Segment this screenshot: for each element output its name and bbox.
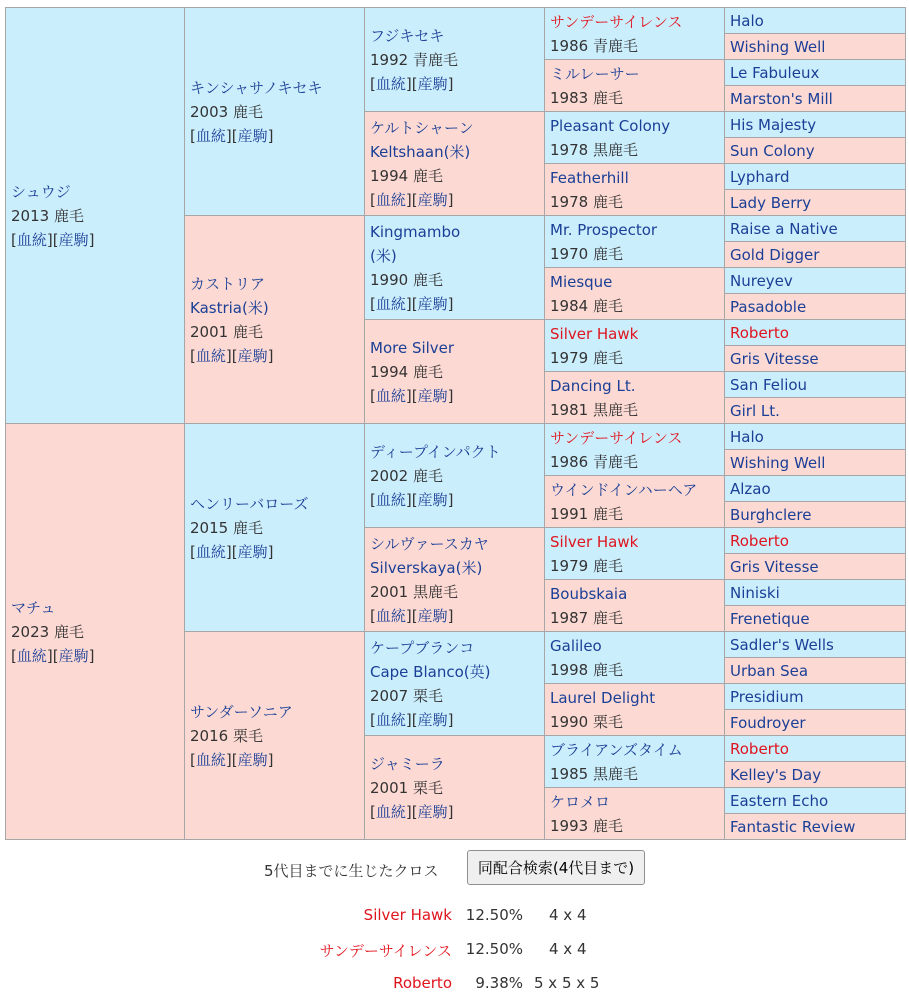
birth-year: 2001 xyxy=(190,322,229,341)
horse-name[interactable]: ケープブランコ xyxy=(370,638,475,657)
coat-color: 鹿毛 xyxy=(232,102,263,121)
horse-name[interactable]: Laurel Delight xyxy=(550,688,656,707)
horse-info xyxy=(550,190,719,214)
horse-name-en[interactable]: (米) xyxy=(370,246,397,265)
birth-year: 1993 xyxy=(550,816,589,835)
birth-year: 2016 xyxy=(190,726,229,745)
horse-info xyxy=(550,346,719,370)
horse-info xyxy=(550,554,719,578)
horse-name[interactable]: サンデーサイレンス xyxy=(550,428,683,447)
gen5-cell xyxy=(725,34,906,60)
birth-year: 1998 xyxy=(550,660,589,679)
horse-info xyxy=(550,814,719,838)
horse-info xyxy=(550,606,719,630)
coat-color: 栗毛 xyxy=(232,726,263,745)
horse-name[interactable]: Silver Hawk xyxy=(550,324,639,343)
horse-name[interactable]: Frenetique xyxy=(730,609,810,628)
gen5-cell xyxy=(725,814,906,840)
horse-name[interactable]: Eastern Echo xyxy=(730,791,829,810)
pedigree-link[interactable]: 血統 xyxy=(375,802,406,821)
gen3-cell xyxy=(365,320,545,424)
coat-color: 黒鹿毛 xyxy=(592,764,638,783)
horse-name-en[interactable]: Keltshaan(米) xyxy=(370,142,471,161)
horse-name[interactable]: Gris Vitesse xyxy=(730,349,819,368)
horse-name[interactable]: Featherhill xyxy=(550,168,629,187)
birth-year: 1979 xyxy=(550,348,589,367)
horse-info xyxy=(550,762,719,786)
horse-name[interactable]: サンデーサイレンス xyxy=(550,12,683,31)
birth-year: 2002 xyxy=(370,466,409,485)
horse-name[interactable]: シュウジ xyxy=(11,182,71,201)
coat-color: 鹿毛 xyxy=(53,622,84,641)
gen4-cell xyxy=(545,684,725,736)
horse-info xyxy=(550,294,719,318)
offspring-link[interactable]: 産駒 xyxy=(417,386,448,405)
gen4-cell xyxy=(545,736,725,788)
coat-color: 鹿毛 xyxy=(592,504,623,523)
horse-name[interactable]: ミルレーサー xyxy=(550,64,640,83)
birth-year: 1978 xyxy=(550,192,589,211)
horse-info xyxy=(550,502,719,526)
same-mating-search-button[interactable]: 同配合検索(4代目まで) xyxy=(467,850,645,885)
horse-name[interactable]: Nureyev xyxy=(730,271,793,290)
offspring-link[interactable]: 産駒 xyxy=(417,490,448,509)
coat-color: 栗毛 xyxy=(412,686,443,705)
pedigree-table xyxy=(5,7,906,840)
pedigree-link[interactable]: 血統 xyxy=(375,710,406,729)
gen5-cell xyxy=(725,86,906,112)
pedigree-link[interactable]: 血統 xyxy=(375,490,406,509)
gen5-cell xyxy=(725,398,906,424)
gen5-cell xyxy=(725,476,906,502)
pedigree-link[interactable]: 血統 xyxy=(375,606,406,625)
gen2-cell xyxy=(185,8,365,216)
birth-year: 1978 xyxy=(550,140,589,159)
dam-cell xyxy=(6,424,185,840)
cross-row xyxy=(0,906,909,930)
horse-info xyxy=(550,34,719,58)
horse-info xyxy=(550,658,719,682)
horse-name[interactable]: ケルトシャーン xyxy=(370,118,474,137)
birth-year: 1981 xyxy=(550,400,589,419)
horse-info xyxy=(370,684,539,708)
cross-row xyxy=(0,940,909,964)
coat-color: 青鹿毛 xyxy=(592,36,638,55)
offspring-link[interactable]: 産駒 xyxy=(58,646,89,665)
gen5-cell xyxy=(725,60,906,86)
gen3-cell xyxy=(365,528,545,632)
horse-links: [血統][産駒] xyxy=(370,490,454,509)
coat-color: 鹿毛 xyxy=(592,88,623,107)
offspring-link[interactable]: 産駒 xyxy=(417,190,448,209)
gen5-cell xyxy=(725,294,906,320)
horse-name[interactable]: Dancing Lt. xyxy=(550,376,636,395)
horse-name[interactable]: Niniski xyxy=(730,583,780,602)
gen3-cell xyxy=(365,216,545,320)
birth-year: 1991 xyxy=(550,504,589,523)
cross-horse-name[interactable]: サンデーサイレンス xyxy=(319,942,452,960)
horse-name[interactable]: Pleasant Colony xyxy=(550,116,671,135)
gen5-cell xyxy=(725,8,906,34)
horse-info xyxy=(190,320,359,344)
horse-name[interactable]: Burghclere xyxy=(730,505,812,524)
offspring-link[interactable]: 産駒 xyxy=(237,542,268,561)
coat-color: 栗毛 xyxy=(592,712,623,731)
gen5-cell xyxy=(725,788,906,814)
gen4-cell xyxy=(545,424,725,476)
horse-name[interactable]: Pasadoble xyxy=(730,297,807,316)
horse-name[interactable]: フジキセキ xyxy=(370,26,445,45)
horse-info xyxy=(550,450,719,474)
horse-name[interactable]: ウインドインハーヘア xyxy=(550,480,698,499)
horse-info xyxy=(370,464,539,488)
coat-color: 鹿毛 xyxy=(412,362,443,381)
pedigree-link[interactable]: 血統 xyxy=(375,386,406,405)
birth-year: 2013 xyxy=(11,206,50,225)
horse-info xyxy=(370,268,539,292)
gen5-cell xyxy=(725,268,906,294)
horse-name-en[interactable]: Silverskaya(米) xyxy=(370,558,483,577)
horse-links: [血統][産駒] xyxy=(11,230,95,249)
horse-name[interactable]: Fantastic Review xyxy=(730,817,856,836)
coat-color: 鹿毛 xyxy=(592,556,623,575)
horse-name[interactable]: Wishing Well xyxy=(730,453,826,472)
horse-info xyxy=(550,710,719,734)
horse-info xyxy=(550,138,719,162)
cross-percentage: 12.50% xyxy=(465,906,523,924)
pedigree-link[interactable]: 血統 xyxy=(195,750,226,769)
gen5-cell xyxy=(725,320,906,346)
horse-name[interactable]: Kelley's Day xyxy=(730,765,822,784)
gen4-cell xyxy=(545,8,725,60)
birth-year: 1992 xyxy=(370,50,409,69)
horse-name[interactable]: Foudroyer xyxy=(730,713,806,732)
gen4-cell xyxy=(545,60,725,112)
gen5-cell xyxy=(725,658,906,684)
gen5-cell xyxy=(725,554,906,580)
pedigree-link[interactable]: 血統 xyxy=(195,346,226,365)
horse-links: [血統][産駒] xyxy=(370,74,454,93)
horse-name[interactable]: ケロメロ xyxy=(550,792,611,811)
horse-name[interactable]: Kingmambo xyxy=(370,222,461,241)
horse-name[interactable]: Roberto xyxy=(730,739,789,758)
cross-generation: 4 x 4 xyxy=(549,940,587,958)
horse-info xyxy=(190,100,359,124)
horse-name[interactable]: Gold Digger xyxy=(730,245,820,264)
gen5-cell xyxy=(725,632,906,658)
horse-links: [血統][産駒] xyxy=(370,802,454,821)
coat-color: 鹿毛 xyxy=(592,296,623,315)
horse-name[interactable]: Gris Vitesse xyxy=(730,557,819,576)
horse-name[interactable]: ブライアンズタイム xyxy=(550,740,683,759)
horse-name[interactable]: キンシャサノキセキ xyxy=(190,78,323,97)
horse-name[interactable]: Urban Sea xyxy=(730,661,809,680)
gen2-cell xyxy=(185,632,365,840)
horse-info xyxy=(370,776,539,800)
horse-links: [血統][産駒] xyxy=(190,126,274,145)
horse-name[interactable]: Boubskaia xyxy=(550,584,628,603)
gen3-cell xyxy=(365,112,545,216)
gen5-cell xyxy=(725,112,906,138)
birth-year: 1979 xyxy=(550,556,589,575)
gen5-cell xyxy=(725,164,906,190)
gen4-cell xyxy=(545,216,725,268)
gen5-cell xyxy=(725,580,906,606)
gen4-cell xyxy=(545,476,725,528)
horse-info xyxy=(550,398,719,422)
cross-percentage: 12.50% xyxy=(465,940,523,958)
birth-year: 1990 xyxy=(550,712,589,731)
birth-year: 1983 xyxy=(550,88,589,107)
birth-year: 2003 xyxy=(190,102,229,121)
horse-name-en[interactable]: Kastria(米) xyxy=(190,298,269,317)
coat-color: 鹿毛 xyxy=(592,608,623,627)
offspring-link[interactable]: 産駒 xyxy=(237,750,268,769)
birth-year: 1986 xyxy=(550,36,589,55)
horse-name[interactable]: Miesque xyxy=(550,272,613,291)
offspring-link[interactable]: 産駒 xyxy=(417,606,448,625)
gen2-cell xyxy=(185,216,365,424)
gen4-cell xyxy=(545,320,725,372)
pedigree-link[interactable]: 血統 xyxy=(375,294,406,313)
birth-year: 1970 xyxy=(550,244,589,263)
gen4-cell xyxy=(545,112,725,164)
gen5-cell xyxy=(725,138,906,164)
coat-color: 鹿毛 xyxy=(412,270,443,289)
coat-color: 栗毛 xyxy=(412,778,443,797)
coat-color: 青鹿毛 xyxy=(412,50,458,69)
gen5-cell xyxy=(725,372,906,398)
horse-name[interactable]: Sadler's Wells xyxy=(730,635,834,654)
birth-year: 1994 xyxy=(370,166,409,185)
birth-year: 1985 xyxy=(550,764,589,783)
coat-color: 鹿毛 xyxy=(412,166,443,185)
birth-year: 2001 xyxy=(370,778,409,797)
cross-percentage: 9.38% xyxy=(475,974,523,992)
horse-info xyxy=(550,86,719,110)
birth-year: 1994 xyxy=(370,362,409,381)
cross-horse-name[interactable]: Silver Hawk xyxy=(363,906,452,924)
horse-name[interactable]: Halo xyxy=(730,11,764,30)
birth-year: 2001 xyxy=(370,582,409,601)
coat-color: 黒鹿毛 xyxy=(592,400,638,419)
coat-color: 鹿毛 xyxy=(592,816,623,835)
birth-year: 1986 xyxy=(550,452,589,471)
horse-name[interactable]: Mr. Prospector xyxy=(550,220,658,239)
horse-name[interactable]: Lady Berry xyxy=(730,193,812,212)
birth-year: 2015 xyxy=(190,518,229,537)
birth-year: 1990 xyxy=(370,270,409,289)
horse-name[interactable]: ヘンリーバローズ xyxy=(190,494,309,513)
horse-info xyxy=(370,580,539,604)
horse-name[interactable]: Lyphard xyxy=(730,167,790,186)
coat-color: 鹿毛 xyxy=(232,322,263,341)
pedigree-link[interactable]: 血統 xyxy=(375,190,406,209)
coat-color: 鹿毛 xyxy=(592,660,623,679)
horse-info xyxy=(370,48,539,72)
horse-links: [血統][産駒] xyxy=(370,294,454,313)
horse-name[interactable]: Galileo xyxy=(550,636,602,655)
gen5-cell xyxy=(725,502,906,528)
horse-name[interactable]: Silver Hawk xyxy=(550,532,639,551)
gen5-cell xyxy=(725,190,906,216)
birth-year: 2007 xyxy=(370,686,409,705)
pedigree-link[interactable]: 血統 xyxy=(195,542,226,561)
birth-year: 1987 xyxy=(550,608,589,627)
cross-horse-name[interactable]: Roberto xyxy=(393,974,452,992)
gen3-cell xyxy=(365,424,545,528)
horse-info xyxy=(190,516,359,540)
gen5-cell xyxy=(725,450,906,476)
horse-info xyxy=(550,242,719,266)
sire-cell xyxy=(6,8,185,424)
horse-info xyxy=(11,204,179,228)
horse-name[interactable]: Roberto xyxy=(730,323,789,342)
birth-year: 1984 xyxy=(550,296,589,315)
horse-links: [血統][産駒] xyxy=(11,646,95,665)
horse-info xyxy=(11,620,179,644)
birth-year: 2023 xyxy=(11,622,50,641)
gen2-cell xyxy=(185,424,365,632)
gen3-cell xyxy=(365,632,545,736)
gen5-cell xyxy=(725,346,906,372)
horse-name[interactable]: Wishing Well xyxy=(730,37,826,56)
horse-name[interactable]: ディープインパクト xyxy=(370,442,501,461)
horse-name[interactable]: Halo xyxy=(730,427,764,446)
horse-info xyxy=(370,360,539,384)
coat-color: 鹿毛 xyxy=(592,348,623,367)
horse-links: [血統][産駒] xyxy=(370,710,454,729)
coat-color: 鹿毛 xyxy=(592,244,623,263)
horse-name[interactable]: Sun Colony xyxy=(730,141,815,160)
gen5-cell xyxy=(725,528,906,554)
gen5-cell xyxy=(725,242,906,268)
horse-name[interactable]: San Feliou xyxy=(730,375,808,394)
horse-info xyxy=(370,164,539,188)
gen5-cell xyxy=(725,424,906,450)
gen5-cell xyxy=(725,710,906,736)
offspring-link[interactable]: 産駒 xyxy=(417,294,448,313)
gen4-cell xyxy=(545,528,725,580)
coat-color: 鹿毛 xyxy=(232,518,263,537)
gen3-cell xyxy=(365,736,545,840)
horse-name[interactable]: ジャミーラ xyxy=(370,754,445,773)
gen4-cell xyxy=(545,580,725,632)
gen5-cell xyxy=(725,216,906,242)
gen5-cell xyxy=(725,606,906,632)
horse-name[interactable]: Presidium xyxy=(730,687,804,706)
pedigree-link[interactable]: 血統 xyxy=(16,230,47,249)
horse-name[interactable]: Raise a Native xyxy=(730,219,838,238)
pedigree-link[interactable]: 血統 xyxy=(16,646,47,665)
gen4-cell xyxy=(545,788,725,840)
horse-links: [血統][産駒] xyxy=(370,606,454,625)
horse-name[interactable]: More Silver xyxy=(370,338,455,357)
gen5-cell xyxy=(725,736,906,762)
offspring-link[interactable]: 産駒 xyxy=(58,230,89,249)
coat-color: 黒鹿毛 xyxy=(592,140,638,159)
horse-links: [血統][産駒] xyxy=(190,346,274,365)
horse-name[interactable]: シルヴァースカヤ xyxy=(370,534,489,553)
gen4-cell xyxy=(545,632,725,684)
horse-name[interactable]: Marston's Mill xyxy=(730,89,833,108)
horse-info xyxy=(190,724,359,748)
offspring-link[interactable]: 産駒 xyxy=(417,74,448,93)
cross-row xyxy=(0,974,909,998)
cross-generation: 5 x 5 x 5 xyxy=(534,974,600,992)
horse-name[interactable]: サンダーソニア xyxy=(190,702,293,721)
offspring-link[interactable]: 産駒 xyxy=(237,126,268,145)
offspring-link[interactable]: 産駒 xyxy=(417,710,448,729)
gen5-cell xyxy=(725,762,906,788)
coat-color: 鹿毛 xyxy=(592,192,623,211)
horse-name[interactable]: Roberto xyxy=(730,531,789,550)
coat-color: 鹿毛 xyxy=(412,466,443,485)
horse-name[interactable]: カストリア xyxy=(190,274,266,293)
horse-links: [血統][産駒] xyxy=(370,386,454,405)
cross-generation: 4 x 4 xyxy=(549,906,587,924)
horse-name[interactable]: マチュ xyxy=(11,598,56,617)
offspring-link[interactable]: 産駒 xyxy=(417,802,448,821)
horse-links: [血統][産駒] xyxy=(370,190,454,209)
offspring-link[interactable]: 産駒 xyxy=(237,346,268,365)
coat-color: 黒鹿毛 xyxy=(412,582,458,601)
horse-name[interactable]: His Majesty xyxy=(730,115,817,134)
pedigree-link[interactable]: 血統 xyxy=(195,126,226,145)
coat-color: 青鹿毛 xyxy=(592,452,638,471)
horse-name-en[interactable]: Cape Blanco(英) xyxy=(370,662,491,681)
horse-links: [血統][産駒] xyxy=(190,542,274,561)
horse-links: [血統][産駒] xyxy=(190,750,274,769)
horse-name[interactable]: Le Fabuleux xyxy=(730,63,820,82)
coat-color: 鹿毛 xyxy=(53,206,84,225)
pedigree-link[interactable]: 血統 xyxy=(375,74,406,93)
horse-name[interactable]: Alzao xyxy=(730,479,771,498)
gen3-cell xyxy=(365,8,545,112)
gen4-cell xyxy=(545,268,725,320)
cross-heading: 5代目までに生じたクロス xyxy=(264,862,439,880)
gen5-cell xyxy=(725,684,906,710)
gen4-cell xyxy=(545,164,725,216)
horse-name[interactable]: Girl Lt. xyxy=(730,401,780,420)
gen4-cell xyxy=(545,372,725,424)
